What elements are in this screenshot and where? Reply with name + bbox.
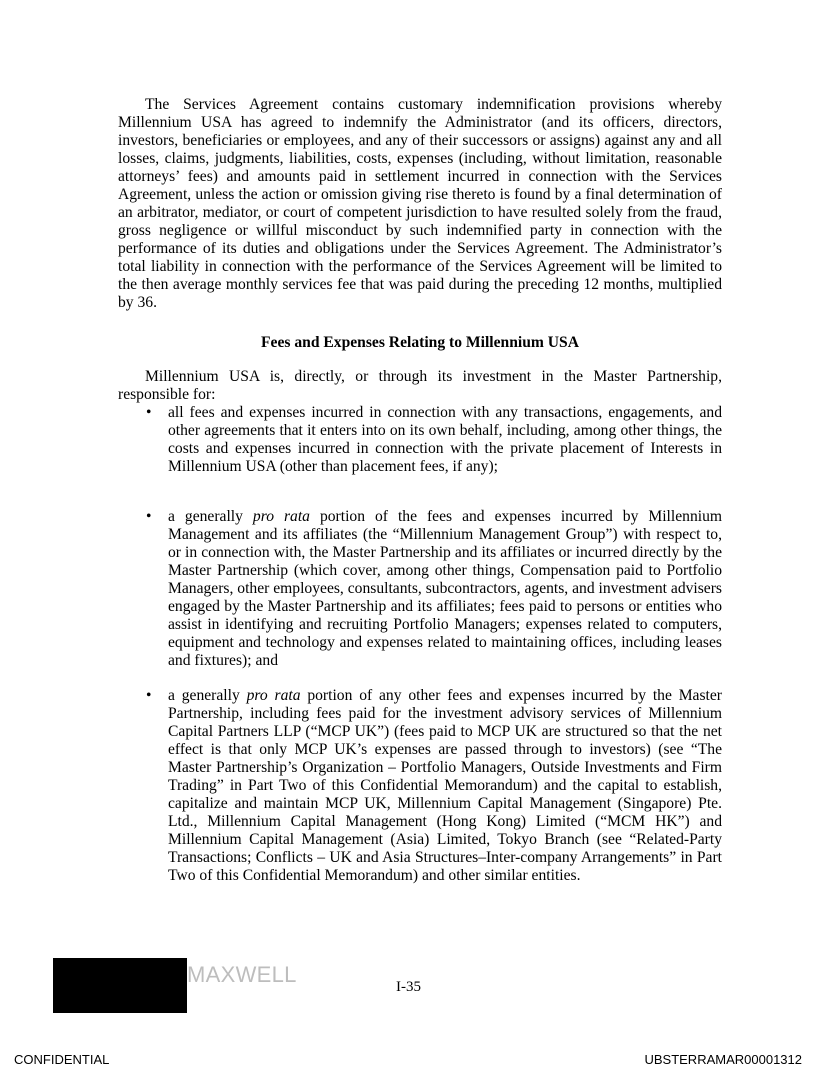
bullet-text: portion of the fees and expenses incurred by Millennium Management and its affiliates (the “Millennium Management Group”) with respect to, or in connection with, the Master Partnership and its affiliates or incurred directly by the Master Partnership (which cover, among other things, Compensation paid to Portfolio Managers, other employees, consultants, subcontractors, agents, and investment advisers engaged by the Master Partnership and its affiliates; fees paid to persons or entities who assist in identifying and recruiting Portfolio Managers; expenses related to computers, equipment and technology and expenses related to maintaining offices, including leases and fixtures); and bbox=[168, 508, 722, 669]
bullet-icon: • bbox=[146, 404, 152, 421]
bates-number: UBSTERRAMAR00001312 bbox=[644, 1052, 802, 1067]
bullet-text: a generally bbox=[168, 508, 253, 525]
paragraph-indemnification: The Services Agreement contains customary indemnification provisions whereby Millennium USA has agreed to indemnify the Administrator (and its officers, directors, investors, beneficiaries or employees, and any of their successors or assigns) against any and all losses, claims, judgments, liabilities, costs, expenses (including, without limitation, reasonable attorneys’ fees) and amounts paid in settlement incurred in connection with the Services Agreement, unless the action or omission giving rise thereto is found by a final determination of an arbitrator, mediator, or court of competent jurisdiction to have resulted solely from the fraud, gross negligence or willful misconduct by such indemnified party in connection with the performance of its duties and obligations under the Services Agreement. The Administrator’s total liability in connection with the performance of the Services Agreement will be limited to the then average monthly services fee that was paid during the preceding 12 months, multiplied by 36. bbox=[118, 96, 722, 311]
paragraph-responsibilities: Millennium USA is, directly, or through its investment in the Master Partnership, responsible for: bbox=[118, 368, 722, 403]
bullet-text: portion of any other fees and expenses incurred by the Master Partnership, including fees paid for the investment advisory services of Millennium Capital Partners LLP (“MCP UK”) (fees paid to MCP UK are structured so that the net effect is that only MCP UK’s expenses are passed through to investors) (see “The Master Partnership’s Organization – Portfolio Managers, Outside Investments and Firm Trading” in Part Two of this Confidential Memorandum) and the capital to establish, capitalize and maintain MCP UK, Millennium Capital Management (Singapore) Pte. Ltd., Millennium Capital Management (Hong Kong) Limited (“MCM HK”) and Millennium Capital Management (Asia) Limited, Tokyo Branch (see “Related-Party Transactions; Conflicts – UK and Asia Structures–Inter-company Arrangements” in Part Two of this Confidential Memorandum) and other similar entities. bbox=[168, 687, 722, 884]
bullet-text: all fees and expenses incurred in connection with any transactions, engagements, and other agreements that it enters into on its own behalf, including, among other things, the costs and expenses incurred in connection with the private placement of Interests in Millennium USA (other than placement fees, if any); bbox=[168, 404, 722, 475]
watermark-text: MAXWELL bbox=[187, 962, 297, 987]
bullet-italic-text: pro rata bbox=[252, 508, 310, 525]
bullet-item bbox=[146, 687, 722, 885]
section-heading: Fees and Expenses Relating to Millennium USA bbox=[261, 334, 579, 351]
bullet-italic-text: pro rata bbox=[246, 687, 301, 704]
bullet-icon: • bbox=[146, 687, 152, 704]
redaction-box bbox=[53, 958, 187, 1013]
bullet-item bbox=[146, 508, 722, 670]
bullet-text: a generally bbox=[168, 687, 247, 704]
confidential-label: CONFIDENTIAL bbox=[14, 1052, 110, 1067]
page-number: I-35 bbox=[396, 979, 421, 995]
bullet-item bbox=[146, 404, 722, 476]
bullet-icon: • bbox=[146, 508, 152, 525]
